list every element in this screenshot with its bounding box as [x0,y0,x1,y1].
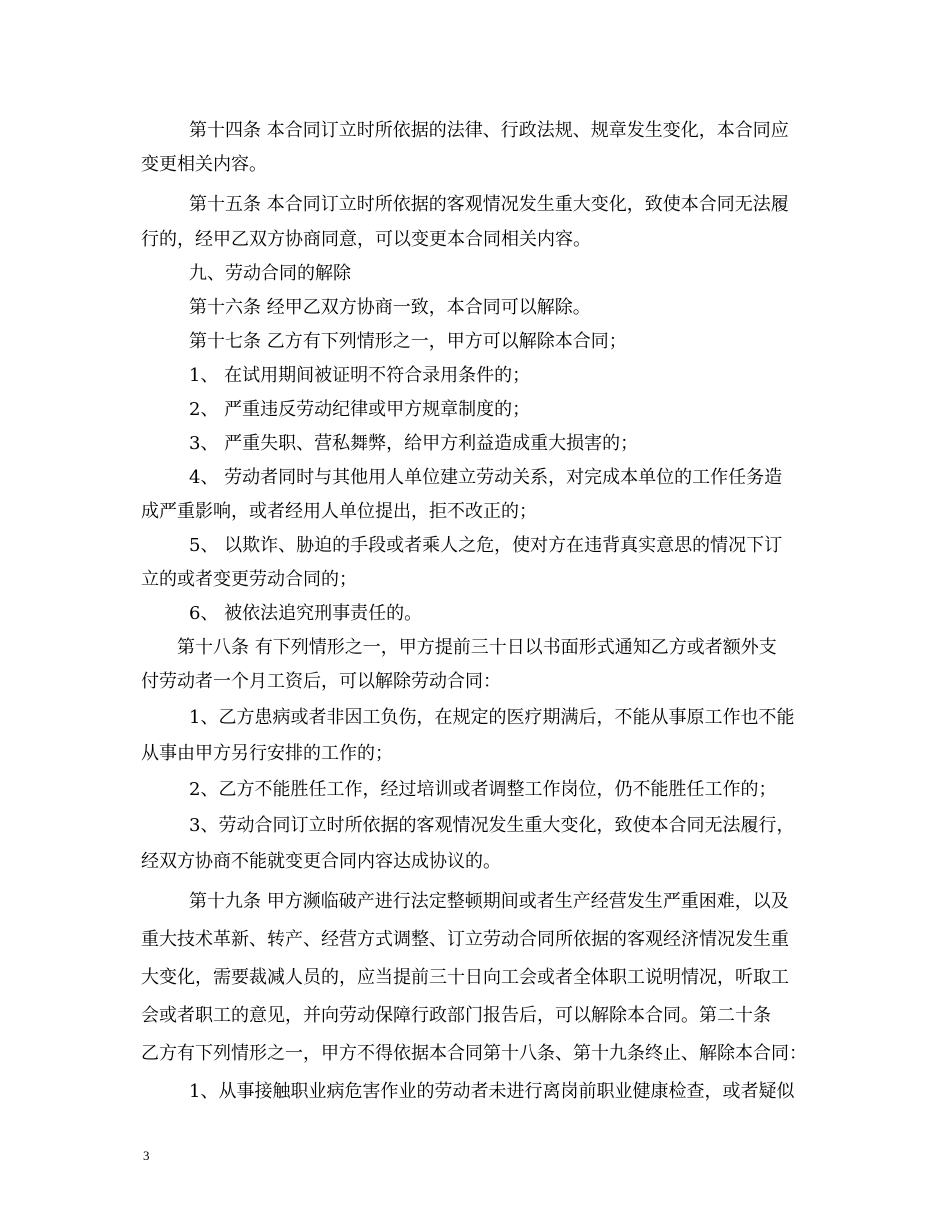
section-heading: 九、劳动合同的解除 [189,263,351,284]
list-item: 3、劳动合同订立时所依据的客观情况发生重大变化，致使本合同无法履行， [189,815,795,836]
text-line: 第十八条 有下列情形之一，甲方提前三十日以书面形式通知乙方或者额外支 [177,637,777,658]
list-item: 2、乙方不能胜任工作，经过培训或者调整工作岗位，仍不能胜任工作的； [189,779,777,800]
text-line: 乙方有下列情形之一，甲方不得依据本合同第十八条、第十九条终止、解除本合同： [141,1043,807,1064]
text-line: 从事由甲方另行安排的工作的； [141,743,393,764]
text-line: 行的，经甲乙双方协商同意，可以变更本合同相关内容。 [141,229,591,250]
list-item: 5、 以欺诈、胁迫的手段或者乘人之危，使对方在违背真实意思的情况下订 [189,535,783,556]
list-item: 2、 严重违反劳动纪律或甲方规章制度的； [189,399,531,420]
text-line: 经双方协商不能就变更合同内容达成协议的。 [141,851,501,872]
list-item: 1、 在试用期间被证明不符合录用条件的； [189,365,531,386]
list-item: 1、从事接触职业病危害作业的劳动者未进行离岗前职业健康检查，或者疑似 [189,1081,795,1102]
list-item: 4、 劳动者同时与其他用人单位建立劳动关系，对完成本单位的工作任务造 [189,467,783,488]
page-number: 3 [143,1148,150,1163]
text-line: 付劳动者一个月工资后，可以解除劳动合同： [141,671,501,692]
list-item: 6、 被依法追究刑事责任的。 [189,603,423,624]
text-line: 变更相关内容。 [141,154,267,175]
text-line: 成严重影响，或者经用人单位提出，拒不改正的； [141,501,537,522]
text-line: 第十六条 经甲乙双方协商一致，本合同可以解除。 [189,297,591,318]
text-line: 大变化，需要裁减人员的，应当提前三十日向工会或者全体职工说明情况，听取工 [141,967,789,988]
list-item: 3、 严重失职、营私舞弊，给甲方利益造成重大损害的； [189,433,639,454]
text-line: 第十七条 乙方有下列情形之一，甲方可以解除本合同； [189,331,627,352]
list-item: 1、乙方患病或者非因工负伤，在规定的医疗期满后，不能从事原工作也不能 [189,707,795,728]
text-line: 立的或者变更劳动合同的； [141,569,357,590]
text-line: 第十四条 本合同订立时所依据的法律、行政法规、规章发生变化，本合同应 [189,120,789,141]
text-line: 重大技术革新、转产、经营方式调整、订立劳动合同所依据的客观经济情况发生重 [141,929,789,950]
text-line: 第十五条 本合同订立时所依据的客观情况发生重大变化，致使本合同无法履 [189,194,789,215]
text-line: 第十九条 甲方濒临破产进行法定整顿期间或者生产经营发生严重困难，以及 [189,891,789,912]
text-line: 会或者职工的意见，并向劳动保障行政部门报告后，可以解除本合同。第二十条 [141,1005,771,1026]
